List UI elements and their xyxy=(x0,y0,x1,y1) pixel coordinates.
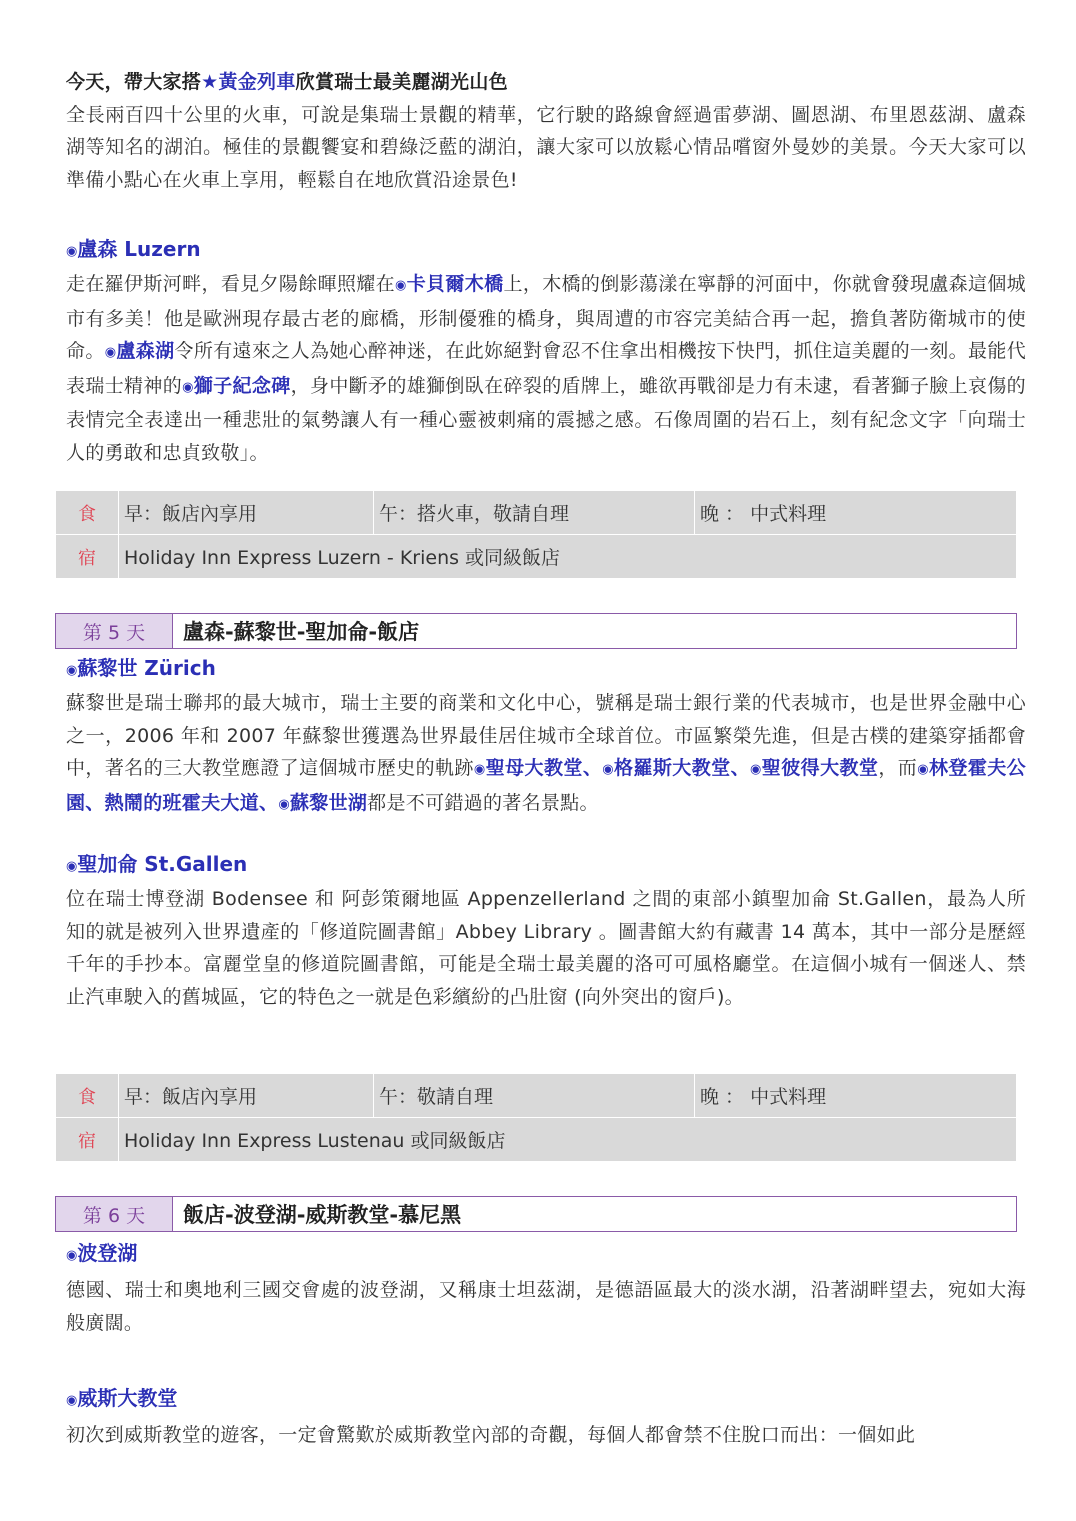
bullet-icon: ◉ xyxy=(602,762,615,777)
hotel: Holiday Inn Express Luzern - Kriens 或同級飯店 xyxy=(119,535,1017,579)
stay-label: 宿 xyxy=(56,1118,119,1162)
breakfast: 早：飯店內享用 xyxy=(119,1074,374,1118)
zurich-title: ◉蘇黎世 Zürich xyxy=(66,656,216,680)
intro-heading: 今天，帶大家搭★黃金列車欣賞瑞士最美麗湖光山色 xyxy=(66,71,508,93)
bullet-icon: ◉ xyxy=(66,244,78,259)
intro-body: 全長兩百四十公里的火車，可說是集瑞士景觀的精華，它行駛的路線會經過雷夢湖、圖恩湖、布里恩茲湖、盧森湖等知名的湖泊。極佳的景觀饗宴和碧綠泛藍的湖泊，讓大家可以放鬆心情品嚐窗外曼妙的美景。今天大家可以準備小點心在火車上享用，輕鬆自在地欣賞沿途景色! xyxy=(66,103,1026,191)
lunch: 午：搭火車，敬請自理 xyxy=(374,491,695,535)
bullet-icon: ◉ xyxy=(66,1393,78,1408)
dinner: 晚 ： 中式料理 xyxy=(695,1074,1017,1118)
bullet-icon: ◉ xyxy=(66,859,78,874)
bodensee-title: ◉波登湖 xyxy=(66,1241,138,1265)
star-icon: ★ xyxy=(201,71,219,93)
hotel: Holiday Inn Express Lustenau 或同級飯店 xyxy=(119,1118,1017,1162)
stay-label: 宿 xyxy=(56,535,119,579)
day-number: 第 5 天 xyxy=(56,614,173,648)
gallen-title: ◉聖加侖 St.Gallen xyxy=(66,852,248,876)
day-title: 盧森-蘇黎世-聖加侖-飯店 xyxy=(183,620,420,644)
zurich-body: 蘇黎世是瑞士聯邦的最大城市，瑞士主要的商業和文化中心，號稱是瑞士銀行業的代表城市，也是世界金融中心之一，2006 年和 2007 年蘇黎世獲選為世界最佳居住城市全球首位。市區繁榮先進，但是古樸的建築穿插都會中，著名的三大教堂應證了這個城市歷史的軌跡◉聖母大教堂、◉格羅斯大教堂、◉聖彼得大教堂，而◉林登霍夫公園、熱鬧的班霍夫大道、◉蘇黎世湖都是不可錯過的著名景點。 xyxy=(66,692,1026,814)
bullet-icon: ◉ xyxy=(750,762,762,777)
luzern-body: 走在羅伊斯河畔，看見夕陽餘暉照耀在◉卡貝爾木橋上，木橋的倒影蕩漾在寧靜的河面中，你就會發現盧森這個城市有多美！他是歐洲現存最古老的廊橋，形制優雅的橋身，與周遭的市容完美結合再一起，擔負著防衛城市的使命。◉盧森湖令所有遠來之人為她心醉神迷，在此妳絕對會忍不住拿出相機按下快門，抓住這美麗的一刻。最能代表瑞士精神的◉獅子紀念碑，身中斷矛的雄獅倒臥在碎裂的盾牌上，雖欲再戰卻是力有未逮，看著獅子臉上哀傷的表情完全表達出一種悲壯的氣勢讓人有一種心靈被刺痛的震撼之感。石像周圍的岩石上，刻有紀念文字「向瑞士人的勇敢和忠貞致敬」。 xyxy=(66,273,1026,464)
bodensee-section xyxy=(66,1238,1026,1339)
bullet-icon: ◉ xyxy=(473,762,486,777)
day5-header xyxy=(55,613,1017,649)
intro-section xyxy=(66,66,1026,196)
wies-body: 初次到威斯教堂的遊客，一定會驚歎於威斯教堂內部的奇觀，每個人都會禁不住脫口而出：一個如此 xyxy=(66,1424,916,1446)
gallen-body: 位在瑞士博登湖 Bodensee 和 阿彭策爾地區 Appenzellerland 之間的東部小鎮聖加侖 St.Gallen，最為人所知的就是被列入世界遺產的「修道院圖書館」Abbey Library 。圖書館大約有藏書 14 萬本，其中一部分是歷經千年的手抄本。富麗堂皇的修道院圖書館，可能是全瑞士最美麗的洛可可風格廳堂。在這個小城有一個迷人、禁止汽車駛入的舊城區，它的特色之一就是色彩繽紛的凸肚窗 (向外突出的窗戶)。 xyxy=(66,888,1026,1008)
wies-title: ◉威斯大教堂 xyxy=(66,1386,178,1410)
day6-header xyxy=(55,1196,1017,1232)
bullet-icon: ◉ xyxy=(395,278,407,293)
meal-table-day5 xyxy=(55,1073,1017,1162)
day-title: 飯店-波登湖-威斯教堂-慕尼黑 xyxy=(183,1203,462,1227)
bullet-icon: ◉ xyxy=(278,796,290,812)
day-number: 第 6 天 xyxy=(56,1197,173,1231)
dinner: 晚 ： 中式料理 xyxy=(695,491,1017,535)
wies-section xyxy=(66,1383,1026,1452)
food-label: 食 xyxy=(56,491,119,535)
bullet-icon: ◉ xyxy=(66,1248,78,1263)
luzern-title: ◉盧森 Luzern xyxy=(66,237,201,261)
meal-table-day4 xyxy=(55,490,1017,579)
bullet-icon: ◉ xyxy=(104,345,117,360)
gallen-section xyxy=(66,849,1026,1013)
breakfast: 早：飯店內享用 xyxy=(119,491,374,535)
zurich-section xyxy=(66,653,1026,821)
bullet-icon: ◉ xyxy=(66,663,78,678)
luzern-section xyxy=(66,234,1026,469)
lunch: 午：敬請自理 xyxy=(374,1074,695,1118)
food-label: 食 xyxy=(56,1074,119,1118)
bullet-icon: ◉ xyxy=(182,379,194,395)
bullet-icon: ◉ xyxy=(917,762,929,777)
bodensee-body: 德國、瑞士和奧地利三國交會處的波登湖，又稱康士坦茲湖，是德語區最大的淡水湖，沿著湖畔望去，宛如大海般廣闊。 xyxy=(66,1279,1026,1334)
